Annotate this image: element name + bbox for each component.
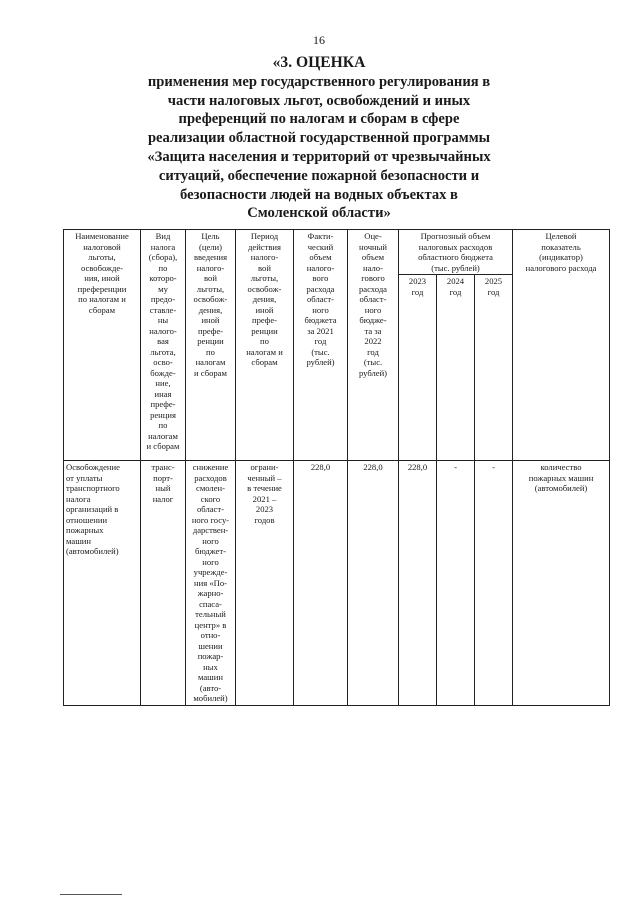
header-period: Период действия налого- вой льготы, освобож- дения, иной префе- ренции по налогам и сборам (236, 230, 294, 461)
header-forecast: Прогнозный объем налоговых расходов областного бюджета (тыс. рублей) (399, 230, 513, 275)
title-line: преференций по налогам и сборам в сфере (178, 111, 460, 128)
header-year-2024: 2024 год (437, 275, 475, 461)
header-year-2025: 2025 год (475, 275, 513, 461)
title-line: применения мер государственного регулирования в (147, 73, 491, 90)
title-line: «Защита населения и территорий от чрезвычайных (147, 148, 491, 165)
cell-period: ограни- ченный – в течение 2021 – 2023 годов (236, 461, 294, 706)
cell-2025: - (475, 461, 513, 706)
cell-estimated: 228,0 (348, 461, 399, 706)
cell-indicator: количество пожарных машин (автомобилей) (513, 461, 610, 706)
header-year-2023: 2023 год (399, 275, 437, 461)
header-type: Вид налога (сбора), по которо- му предо- ставле- ны налого- вая льгота, осво- божде- ние, иная префе- ренция по налогам и сборам (141, 230, 186, 461)
header-actual: Факти- ческий объем налого- вого расхода област- ного бюджета за 2021 год (тыс. рублей) (294, 230, 348, 461)
title-line: «3. ОЦЕНКА (272, 54, 366, 71)
header-indicator: Целевой показатель (индикатор) налогового расхода (513, 230, 610, 461)
cell-goal: снижение расходов смолен- ского област- ного госу- дарствен- ного бюджет- ного учрежде- ния «По- жарно- спаса- тельный центр» в отно- шении пожар- ных машин (авто- мобилей) (186, 461, 236, 706)
header-goal: Цель (цели) введения налого- вой льготы, освобож- дения, иной префе- ренции по налогам и сборам (186, 230, 236, 461)
title-line: части налоговых льгот, освобождений и иных (167, 92, 471, 109)
document-title (60, 54, 578, 223)
cell-type: транс- порт- ный налог (141, 461, 186, 706)
cell-name: Освобождение от уплаты транспортного налога организаций в отношении пожарных машин (автомобилей) (64, 461, 141, 706)
cell-2024: - (437, 461, 475, 706)
page-number: 16 (313, 33, 325, 47)
table-header-row (64, 230, 610, 275)
cell-2023: 228,0 (399, 461, 437, 706)
cell-actual: 228,0 (294, 461, 348, 706)
title-line: ситуаций, обеспечение пожарной безопасности и (158, 167, 480, 184)
title-line: реализации областной государственной программы (147, 130, 491, 147)
table-row (64, 461, 610, 706)
header-estimated: Оце- ночный объем нало- гового расхода област- ного бюдже- та за 2022 год (тыс. рублей) (348, 230, 399, 461)
tax-expenditure-table (63, 229, 610, 706)
title-line: безопасности людей на водных объектах в (180, 186, 458, 203)
header-name: Наименование налоговой льготы, освобожде- ния, иной преференции по налогам и сборам (64, 230, 141, 461)
title-line: Смоленской области» (247, 205, 391, 222)
footnote-divider (60, 894, 122, 895)
